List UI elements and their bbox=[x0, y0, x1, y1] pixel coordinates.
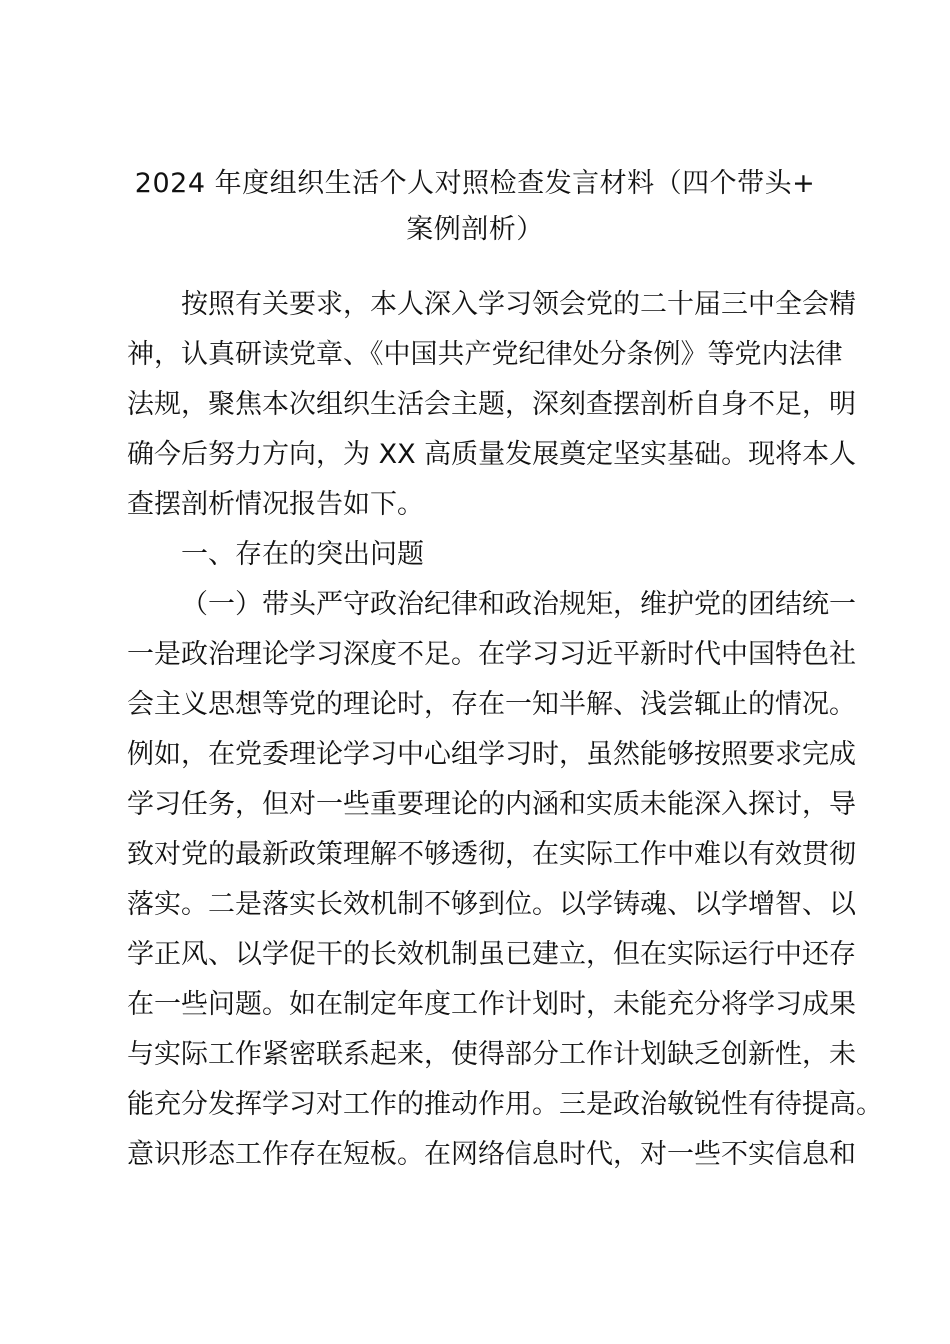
section-heading: 一、存在的突出问题 bbox=[181, 539, 424, 570]
paragraph-line: 法规，聚焦本次组织生活会主题，深刻查摆剖析自身不足，明 bbox=[127, 389, 856, 420]
paragraph-line: 意识形态工作存在短板。在网络信息时代，对一些不实信息和 bbox=[127, 1139, 856, 1170]
section-paragraph bbox=[127, 580, 883, 1180]
paragraph-line: 神，认真研读党章、《中国共产党纪律处分条例》等党内法律 bbox=[127, 339, 843, 370]
paragraph-line: 按照有关要求，本人深入学习领会党的二十届三中全会精 bbox=[181, 289, 856, 320]
section-heading-block bbox=[127, 530, 833, 580]
paragraph-line: 致对党的最新政策理解不够透彻，在实际工作中难以有效贯彻 bbox=[127, 839, 856, 870]
title-line: 案例剖析） bbox=[406, 214, 544, 245]
paragraph-line: 在一些问题。如在制定年度工作计划时，未能充分将学习成果 bbox=[127, 989, 856, 1020]
paragraph-line: 学正风、以学促干的长效机制虽已建立，但在实际运行中还存 bbox=[127, 939, 856, 970]
paragraph-line: （一）带头严守政治纪律和政治规矩，维护党的团结统一 bbox=[181, 589, 856, 620]
title-line: 2024 年度组织生活个人对照检查发言材料（四个带头+ bbox=[134, 168, 816, 199]
paragraph-line: 例如，在党委理论学习中心组学习时，虽然能够按照要求完成 bbox=[127, 739, 856, 770]
paragraph-line: 能充分发挥学习对工作的推动作用。三是政治敏锐性有待提高。 bbox=[127, 1089, 883, 1120]
paragraph-line: 查摆剖析情况报告如下。 bbox=[127, 489, 424, 520]
paragraph-line: 落实。二是落实长效机制不够到位。以学铸魂、以学增智、以 bbox=[127, 889, 856, 920]
paragraph-line: 学习任务，但对一些重要理论的内涵和实质未能深入探讨，导 bbox=[127, 789, 856, 820]
document-title bbox=[110, 161, 840, 253]
paragraph-line: 会主义思想等党的理论时，存在一知半解、浅尝辄止的情况。 bbox=[127, 689, 856, 720]
intro-paragraph bbox=[127, 280, 857, 530]
paragraph-line: 确今后努力方向，为 XX 高质量发展奠定坚实基础。现将本人 bbox=[127, 439, 857, 470]
paragraph-line: 一是政治理论学习深度不足。在学习习近平新时代中国特色社 bbox=[127, 639, 856, 670]
paragraph-line: 与实际工作紧密联系起来，使得部分工作计划缺乏创新性，未 bbox=[127, 1039, 856, 1070]
